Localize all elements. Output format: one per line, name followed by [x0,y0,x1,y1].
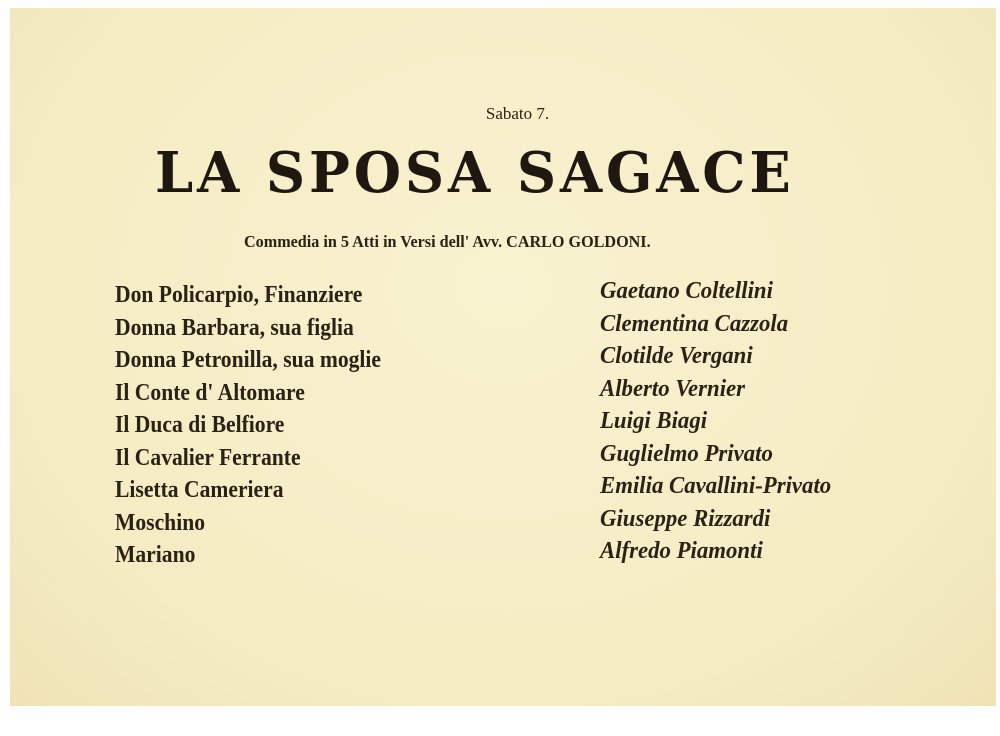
cast-role: Lisetta Cameriera [115,477,284,503]
cast-actor: Alberto Vernier [600,375,746,402]
cast-role: Don Policarpio, Finanziere [115,282,363,308]
cast-role: Donna Barbara, sua figlia [115,314,354,341]
cast-role: Il Cavalier Ferrante [115,444,301,471]
cast-actor: Luigi Biagi [600,408,708,434]
cast-actor: Gaetano Coltellini [600,278,773,304]
cast-role: Mariano [115,542,196,568]
cast-role: Il Duca di Belfiore [115,412,285,438]
cast-actor: Emilia Cavallini-Privato [600,473,832,499]
performance-date: Sabato 7. [485,104,550,123]
cast-actor: Guglielmo Privato [600,440,773,467]
cast-actor: Giuseppe Rizzardi [600,505,771,532]
play-title: LA SPOSA SAGACE [155,140,795,206]
cast-actor: Alfredo Piamonti [600,538,763,564]
cast-role: Donna Petronilla, sua moglie [115,347,382,373]
cast-role: Moschino [115,509,206,536]
cast-actor: Clotilde Vergani [600,343,753,369]
cast-role: Il Conte d' Altomare [115,379,305,406]
play-subtitle: Commedia in 5 Atti in Versi dell' Avv. CARLO GOLDONI. [244,232,651,251]
cast-actor: Clementina Cazzola [600,310,789,337]
